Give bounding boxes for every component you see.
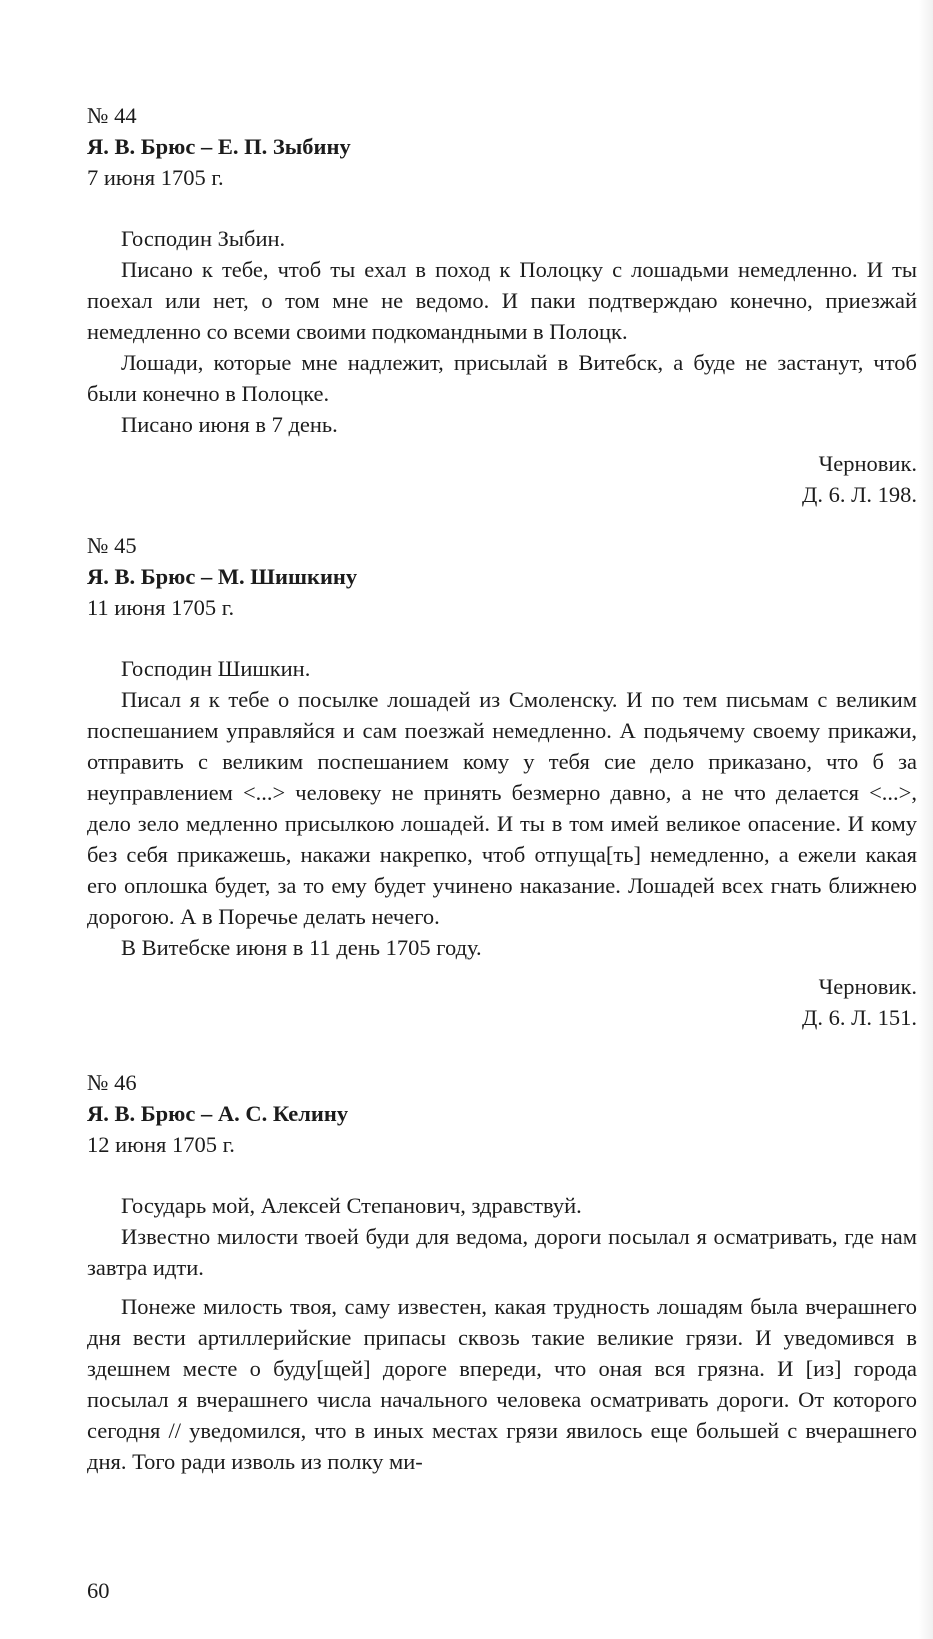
document-44 — [87, 100, 917, 510]
document-date: 7 июня 1705 г. — [87, 165, 224, 190]
document-number: № 44 — [87, 103, 137, 128]
salutation: Господин Зыбин. — [121, 226, 286, 251]
dateline: В Витебске июня в 11 день 1705 году. — [121, 935, 482, 960]
paragraph: Писано к тебе, чтоб ты ехал в поход к Полоцку с лошадьми немедленно. И ты поехал или нет, о том мне не ведомо. И паки подтверждаю конечно, приезжай немедленно со всеми своими подкомандными в Полоцк. — [87, 257, 917, 344]
document-date: 12 июня 1705 г. — [87, 1132, 235, 1157]
document-46 — [87, 1067, 917, 1477]
salutation: Господин Шишкин. — [121, 656, 311, 681]
document-45 — [87, 530, 917, 1033]
paragraph: Писал я к тебе о посылке лошадей из Смоленску. И по тем письмам с великим поспешанием управляйся и сам поезжай немедленно. А подьячему своему прикажи, отправить с великим поспешанием кому у тебя сие дело приказано, что б за неуправлением <...> человеку не принять безмерно давно, а не что делается <...>, дело зело медленно присылкою лошадей. И ты в том имей великое опасение. И кому без себя прикажешь, накажи накрепко, чтоб отпуща[ть] немедленно, а ежели какая его оплошка будет, за то ему будет учинено наказание. Лошадей всех гнать ближнею дорогою. А в Поречье делать нечего. — [87, 687, 917, 929]
document-number: № 46 — [87, 1070, 137, 1095]
page-number: 60 — [87, 1578, 110, 1603]
paragraph: Понеже милость твоя, саму известен, какая трудность лошадям была вчерашнего дня вести артиллерийские припасы сквозь такие великие грязи. И уведомився в здешнем месте о буду[щей] дороге впереди, что оная вся грязна. И [из] города посылал я вчерашнего числа начального человека осматривать дороги. От которого сегодня // уведомился, что в иных местах грязи явилось еще большей с вчерашнего дня. Того ради изволь из полку ми- — [87, 1294, 917, 1474]
source-type: Черновик. — [818, 451, 917, 476]
document-title: Я. В. Брюс – М. Шишкину — [87, 564, 358, 589]
document-date: 11 июня 1705 г. — [87, 595, 235, 620]
source-reference: Д. 6. Л. 151. — [802, 1005, 917, 1030]
document-title: Я. В. Брюс – А. С. Келину — [87, 1101, 349, 1126]
page-content — [87, 100, 917, 1477]
document-number: № 45 — [87, 533, 137, 558]
paragraph: Лошади, которые мне надлежит, присылай в Витебск, а буде не застанут, чтоб были конечно в Полоцке. — [87, 350, 917, 406]
page-edge-shadow — [919, 0, 933, 1639]
dateline: Писано июня в 7 день. — [121, 412, 338, 437]
source-type: Черновик. — [818, 974, 917, 999]
source-reference: Д. 6. Л. 198. — [802, 482, 917, 507]
salutation: Государь мой, Алексей Степанович, здравствуй. — [121, 1193, 582, 1218]
paragraph: Известно милости твоей буди для ведома, дороги посылал я осматривать, где нам завтра идти. — [87, 1224, 917, 1280]
document-title: Я. В. Брюс – Е. П. Зыбину — [87, 134, 351, 159]
